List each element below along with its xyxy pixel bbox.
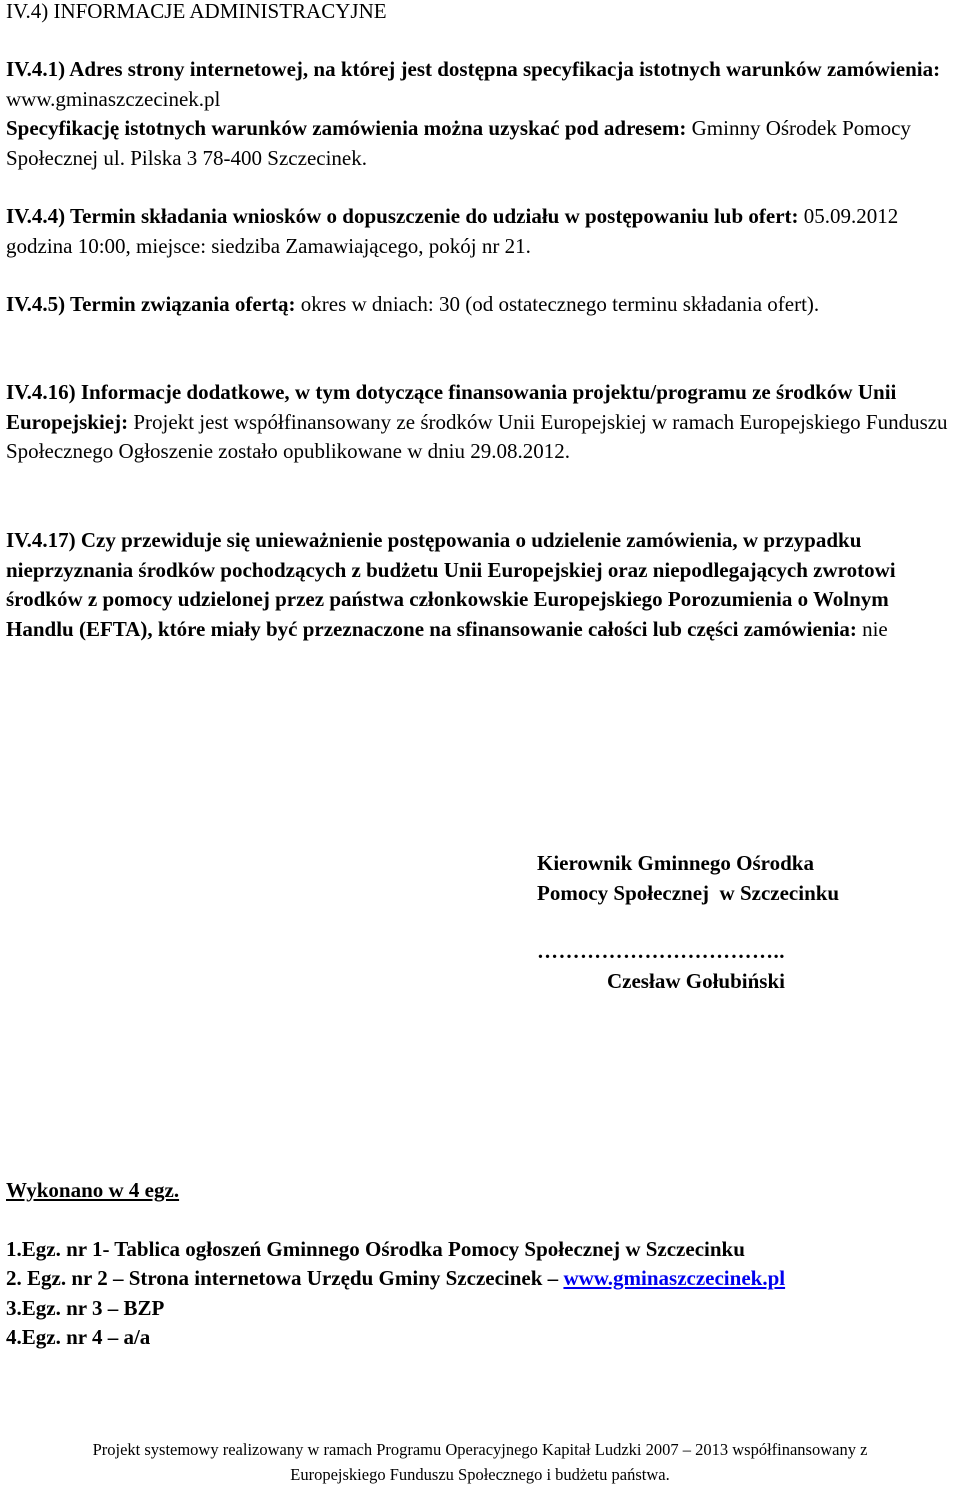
website-link[interactable]: www.gminaszczecinek.pl — [563, 1266, 786, 1290]
p5-normal: nie — [862, 616, 888, 641]
copies-block — [6, 1176, 956, 1353]
paragraph-iv-4-1 — [6, 55, 956, 173]
paragraph-iv-4-17 — [6, 526, 956, 644]
footer-line-2: Europejskiego Funduszu Społecznego i budżetu państwa. — [290, 1465, 670, 1484]
signature-dots: …………………………….. — [537, 939, 785, 963]
paragraph-iv-4-5 — [6, 290, 956, 320]
copy-item-2-text: 2. Egz. nr 2 – Strona internetowa Urzędu Gminy Szczecinek – — [6, 1266, 564, 1290]
footer-line-1: Projekt systemowy realizowany w ramach Programu Operacyjnego Kapitał Ludzki 2007 – 2013 współfinansowany z — [92, 1440, 868, 1459]
paragraph-iv-4-4 — [6, 202, 956, 261]
signature-block — [537, 849, 957, 996]
copy-item-2 — [6, 1264, 956, 1294]
copies-heading: Wykonano w 4 egz. — [6, 1178, 180, 1202]
p4-bold: IV.4.16) Informacje dodatkowe, w tym dotyczące finansowania projektu/programu ze środków Unii Europejskiej: — [6, 380, 897, 434]
section-heading: IV.4) INFORMACJE ADMINISTRACYJNE — [6, 0, 387, 23]
p4-normal: Projekt jest współfinansowany ze środków Unii Europejskiej w ramach Europejskiego Funduszu Społecznego Ogłoszenie zostało opublikowane w dniu 29.08.2012. — [6, 409, 948, 463]
p3-normal: okres w dniach: 30 (od ostatecznego terminu składania ofert). — [300, 292, 820, 316]
copy-item-4: 4.Egz. nr 4 – a/a — [6, 1325, 151, 1349]
p5-bold: IV.4.17) Czy przewiduje się unieważnienie postępowania o udzielenie zamówienia, w przypadku nieprzyznania środków pochodzących z budżetu Unii Europejskiej oraz niepodlegających zwrotowi środków z pomocy udzielonej przez państwa członkowskie Europejskiego Porozumienia o Wolnym Handlu (EFTA), które miały być przeznaczone na sfinansowanie całości lub części zamówienia: — [6, 528, 896, 641]
p1-bold-1: IV.4.1) Adres strony internetowej, na której jest dostępna specyfikacja istotnych warunków zamówienia: — [6, 57, 941, 81]
p3-bold: IV.4.5) Termin związania ofertą: — [6, 292, 301, 316]
p1-address: Gminny Ośrodek Pomocy Społecznej ul. Pilska 3 78-400 Szczecinek. — [6, 116, 911, 170]
signature-name: Czesław Gołubiński — [607, 968, 785, 993]
p2-bold: IV.4.4) Termin składania wniosków o dopuszczenie do udziału w postępowaniu lub ofert: — [6, 204, 804, 228]
copy-item-1: 1.Egz. nr 1- Tablica ogłoszeń Gminnego Ośrodka Pomocy Społecznej w Szczecinku — [6, 1236, 745, 1261]
paragraph-iv-4-16 — [6, 378, 956, 467]
signature-title-line1: Kierownik Gminnego Ośrodka — [537, 851, 814, 875]
copy-item-3: 3.Egz. nr 3 – BZP — [6, 1295, 165, 1320]
page-footer — [0, 1437, 960, 1487]
signature-title-line2: Pomocy Społecznej w Szczecinku — [537, 880, 840, 905]
p1-website: www.gminaszczecinek.pl — [6, 86, 221, 111]
p2-normal: 05.09.2012 godzina 10:00, miejsce: siedziba Zamawiającego, pokój nr 21. — [6, 204, 899, 258]
p1-bold-2: Specyfikację istotnych warunków zamówienia można uzyskać pod adresem: — [6, 116, 692, 140]
